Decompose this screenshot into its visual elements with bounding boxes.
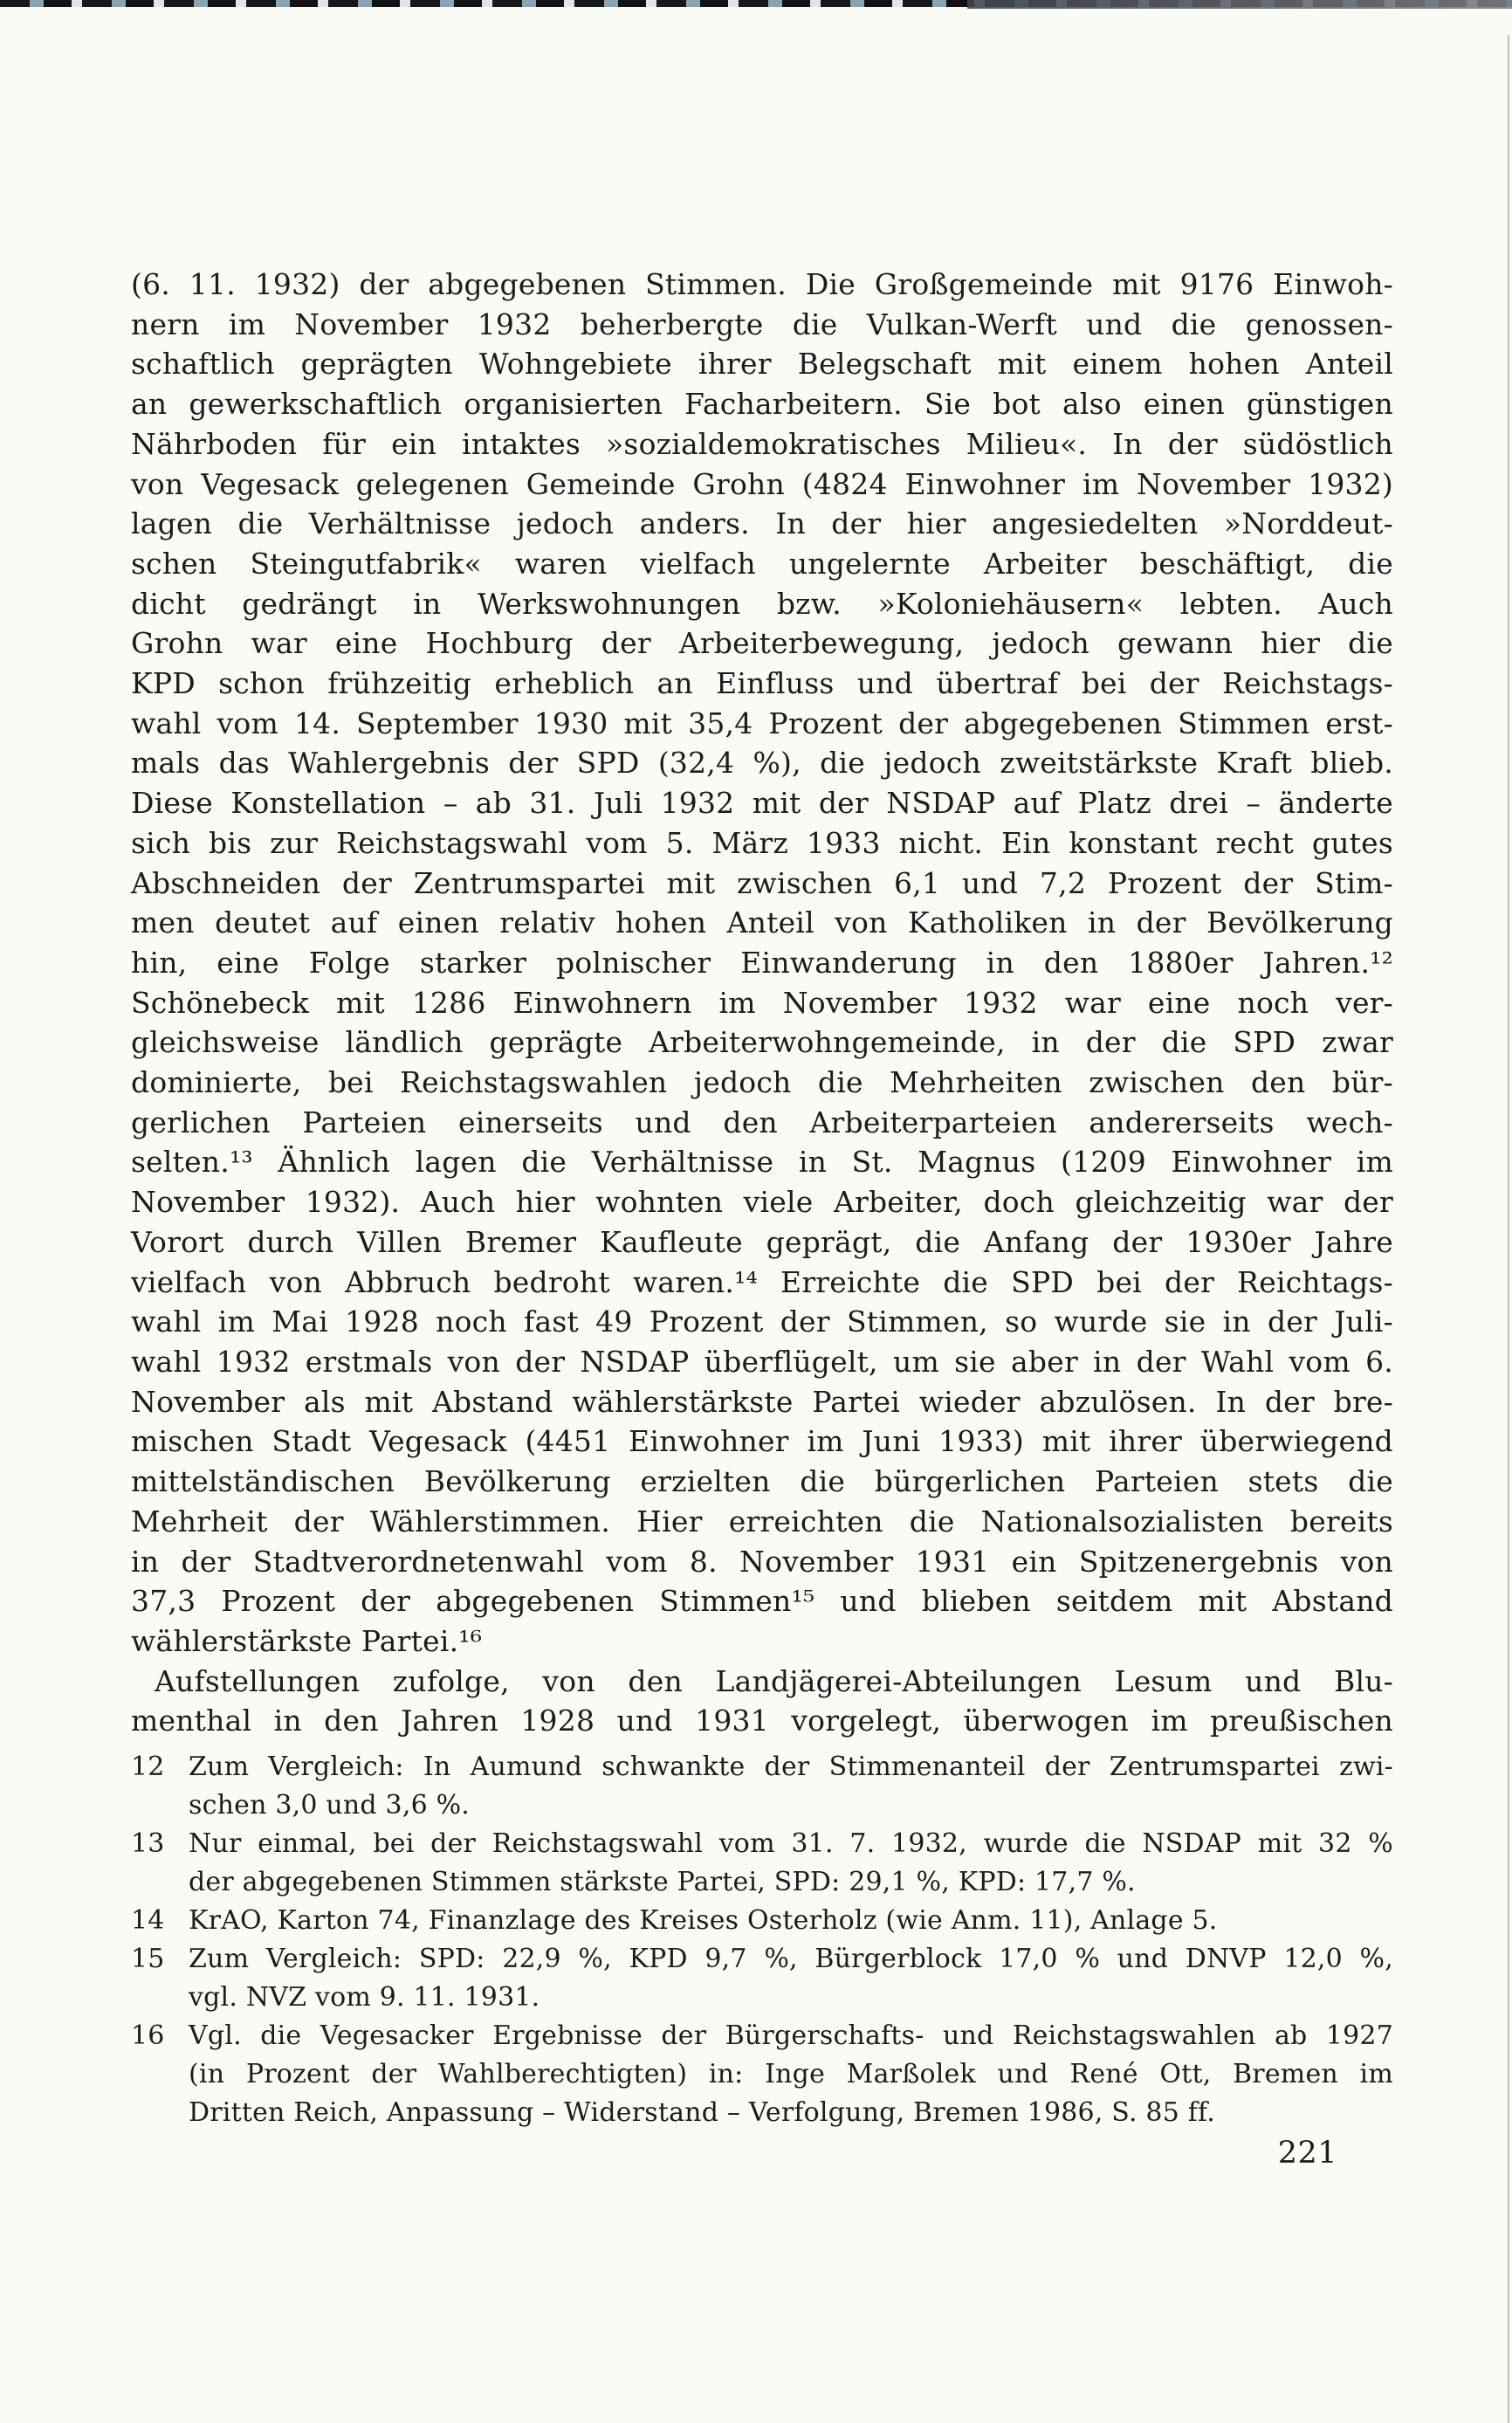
text-line: Diese Konstellation – ab 31. Juli 1932 mit der NSDAP auf Platz drei – änderte [131, 786, 1393, 821]
text-line: schen Steingutfabrik« waren vielfach ungelernte Arbeiter beschäftigt, die [131, 546, 1393, 581]
footnote-line: (in Prozent der Wahlberechtigten) in: Inge Marßolek und René Ott, Bremen im [189, 2059, 1393, 2089]
text-line: KPD schon frühzeitig erheblich an Einfluss und übertraf bei der Reichstags- [131, 666, 1393, 701]
text-line: hin, eine Folge starker polnischer Einwanderung in den 1880er Jahren.¹² [131, 945, 1393, 980]
text-line: (6. 11. 1932) der abgegebenen Stimmen. Die Großgemeinde mit 9176 Einwoh- [131, 267, 1393, 301]
footnote-number: 13 [131, 1828, 165, 1859]
footnote-number: 16 [131, 2020, 165, 2051]
footnote-line [131, 2017, 1393, 2055]
text-line: dicht gedrängt in Werkswohnungen bzw. »Koloniehäusern« lebten. Auch [131, 586, 1393, 621]
footnote-text: Zum Vergleich: SPD: 22,9 %, KPD 9,7 %, Bürgerblock 17,0 % und DNVP 12,0 %, [189, 1944, 1393, 1974]
text-line: Grohn war eine Hochburg der Arbeiterbewegung, jedoch gewann hier die [131, 626, 1393, 661]
text-line: sich bis zur Reichstagswahl vom 5. März 1933 nicht. Ein konstant recht gutes [131, 825, 1393, 860]
text-line: gerlichen Parteien einerseits und den Arbeiterparteien andererseits wech- [131, 1105, 1393, 1139]
text-line: schaftlich geprägten Wohngebiete ihrer Belegschaft mit einem hohen Anteil [131, 347, 1393, 382]
footnote-line: Dritten Reich, Anpassung – Widerstand – Verfolgung, Bremen 1986, S. 85 ff. [189, 2097, 1216, 2128]
page-number: 221 [1277, 2136, 1337, 2171]
scan-top-edge-artifact [0, 0, 1512, 7]
text-line: 37,3 Prozent der abgegebenen Stimmen¹⁵ und blieben seitdem mit Abstand [131, 1584, 1393, 1619]
footnote-line [131, 1902, 1393, 1940]
text-line: mittelständischen Bevölkerung erzielten die bürgerlichen Parteien stets die [131, 1464, 1393, 1499]
text-line: Aufstellungen zufolge, von den Landjägerei-Abteilungen Lesum und Blu- [155, 1663, 1393, 1698]
text-line: gleichsweise ländlich geprägte Arbeiterwohngemeinde, in der die SPD zwar [131, 1025, 1393, 1060]
paragraph-2 [131, 1662, 1393, 1741]
text-line: wählerstärkste Partei.¹⁶ [131, 1623, 483, 1658]
text-line: menthal in den Jahren 1928 und 1931 vorgelegt, überwogen im preußischen [131, 1704, 1393, 1738]
text-line: Mehrheit der Wählerstimmen. Hier erreichten die Nationalsozialisten bereits [131, 1504, 1393, 1538]
text-line: nern im November 1932 beherbergte die Vulkan-Werft und die genossen- [131, 306, 1393, 341]
footnote-number: 15 [131, 1944, 165, 1974]
scan-right-edge-artifact [1508, 35, 1509, 2423]
footnote-text: Nur einmal, bei der Reichstagswahl vom 31. 7. 1932, wurde die NSDAP mit 32 % [189, 1828, 1393, 1859]
footnote-text: Zum Vergleich: In Aumund schwankte der Stimmenanteil der Zentrumspartei zwi- [189, 1752, 1393, 1782]
footnote-14 [131, 1902, 1393, 1940]
footnote-13 [131, 1825, 1393, 1902]
text-line: an gewerkschaftlich organisierten Facharbeitern. Sie bot also einen günstigen [131, 387, 1393, 422]
footnote-line: schen 3,0 und 3,6 %. [189, 1790, 471, 1821]
footnote-15 [131, 1940, 1393, 2017]
text-line: mischen Stadt Vegesack (4451 Einwohner im Juni 1933) mit ihrer überwiegend [131, 1424, 1393, 1459]
footnote-number: 12 [131, 1752, 165, 1782]
footnote-text: KrAO, Karton 74, Finanzlage des Kreises Osterholz (wie Anm. 11), Anlage 5. [189, 1905, 1218, 1936]
text-line: wahl im Mai 1928 noch fast 49 Prozent der Stimmen, so wurde sie in der Juli- [131, 1304, 1393, 1339]
footnote-16 [131, 2017, 1393, 2132]
footnotes [131, 1748, 1393, 2132]
text-line: November 1932). Auch hier wohnten viele Arbeiter, doch gleichzeitig war der [131, 1185, 1393, 1220]
footnote-line [131, 1748, 1393, 1786]
text-line: von Vegesack gelegenen Gemeinde Grohn (4824 Einwohner im November 1932) [131, 466, 1393, 501]
text-line: Nährboden für ein intaktes »sozialdemokratisches Milieu«. In der südöstlich [131, 426, 1393, 461]
text-line: selten.¹³ Ähnlich lagen die Verhältnisse in St. Magnus (1209 Einwohner im [131, 1145, 1393, 1180]
text-line: Abschneiden der Zentrumspartei mit zwischen 6,1 und 7,2 Prozent der Stim- [131, 865, 1393, 900]
footnote-line [131, 1825, 1393, 1863]
text-line: men deutet auf einen relativ hohen Anteil von Katholiken in der Bevölkerung [131, 905, 1393, 940]
text-line: mals das Wahlergebnis der SPD (32,4 %), die jedoch zweitstärkste Kraft blieb. [131, 746, 1393, 781]
footnote-number: 14 [131, 1905, 165, 1936]
paragraph-1 [131, 265, 1393, 1662]
main-text-block [131, 265, 1393, 1741]
text-line: November als mit Abstand wählerstärkste Partei wieder abzulösen. In der bre- [131, 1384, 1393, 1419]
text-line: Schönebeck mit 1286 Einwohnern im November 1932 war eine noch ver- [131, 985, 1393, 1020]
text-line: in der Stadtverordnetenwahl vom 8. November 1931 ein Spitzenergebnis von [131, 1544, 1393, 1579]
footnote-line [131, 1940, 1393, 1979]
footnote-line: der abgegebenen Stimmen stärkste Partei, SPD: 29,1 %, KPD: 17,7 %. [189, 1867, 1136, 1897]
footnote-12 [131, 1748, 1393, 1825]
text-line: vielfach von Abbruch bedroht waren.¹⁴ Erreichte die SPD bei der Reichtags- [131, 1264, 1393, 1299]
text-line: lagen die Verhältnisse jedoch anders. In der hier angesiedelten »Norddeut- [131, 506, 1393, 541]
text-line: Vorort durch Villen Bremer Kaufleute geprägt, die Anfang der 1930er Jahre [131, 1224, 1393, 1259]
text-line: dominierte, bei Reichstagswahlen jedoch die Mehrheiten zwischen den bür- [131, 1065, 1393, 1100]
footnote-text: Vgl. die Vegesacker Ergebnisse der Bürgerschafts- und Reichstagswahlen ab 1927 [189, 2020, 1393, 2051]
text-line: wahl vom 14. September 1930 mit 35,4 Prozent der abgegebenen Stimmen erst- [131, 706, 1393, 740]
footnote-line: vgl. NVZ vom 9. 11. 1931. [189, 1982, 540, 2013]
text-line: wahl 1932 erstmals von der NSDAP überflügelt, um sie aber in der Wahl vom 6. [131, 1344, 1393, 1379]
